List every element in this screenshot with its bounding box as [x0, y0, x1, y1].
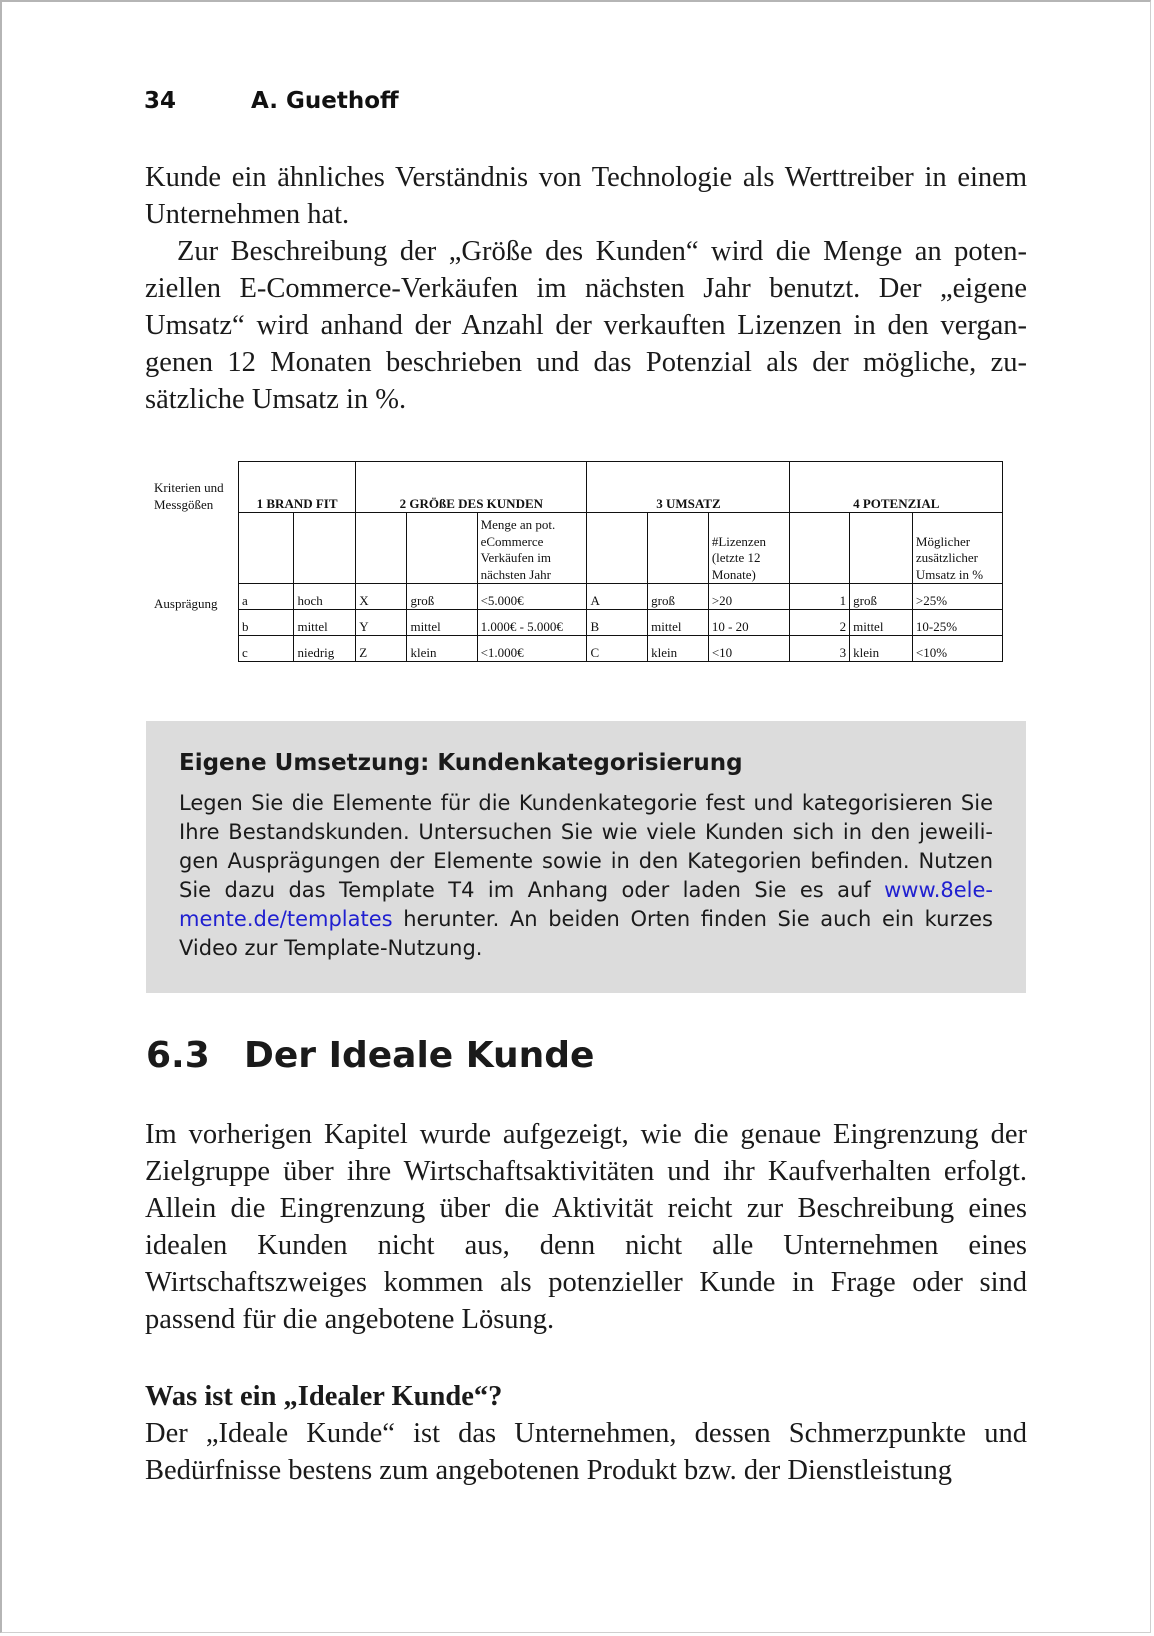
table-cell: <5.000€	[477, 584, 587, 610]
table-cell: klein	[648, 636, 709, 662]
table-subheader-row	[239, 513, 1003, 584]
table-cell: C	[587, 636, 648, 662]
intro-paragraph-2: Zur Beschreibung der „Größe des Kunden“ wird die Menge an potenziellen E-Commerce-Verkäufen im nächsten Jahr benutzt. Der „eigene Umsatz“ wird anhand der Anzahl der verkauften Lizenzen in den vergangenen 12 Monaten beschrieben und das Potenzial als der mögliche, zusätzliche Umsatz in %.	[145, 236, 1027, 415]
subheader-revenue: #Lizenzen (letzte 12 Monate)	[708, 513, 790, 584]
table-row	[239, 636, 1003, 662]
table-cell: mittel	[850, 610, 913, 636]
section-heading	[146, 1035, 594, 1076]
table-cell: <10%	[912, 636, 1002, 662]
table-cell: mittel	[648, 610, 709, 636]
table-cell: 10 - 20	[708, 610, 790, 636]
page-header	[144, 88, 399, 114]
table-cell: klein	[850, 636, 913, 662]
table-cell: <10	[708, 636, 790, 662]
table-cell: <1.000€	[477, 636, 587, 662]
table-cell: 10-25%	[912, 610, 1002, 636]
table-cell: 2	[790, 610, 850, 636]
table-cell: Z	[356, 636, 407, 662]
table-cell: X	[356, 584, 407, 610]
table-cell: mittel	[294, 610, 356, 636]
intro-text	[145, 159, 1027, 418]
table-cell: hoch	[294, 584, 356, 610]
table-cell: b	[239, 610, 294, 636]
header-customer-size: 2 GRÖßE DES KUNDEN	[356, 462, 587, 513]
exercise-box-text	[179, 789, 993, 963]
table-cell: 1.000€ - 5.000€	[477, 610, 587, 636]
table-cell: >20	[708, 584, 790, 610]
intro-paragraph-1: Kunde ein ähnliches Verständnis von Technologie als Werttreiber in einem Unternehmen hat.	[145, 162, 1027, 230]
table-cell: mittel	[407, 610, 477, 636]
last-paragraph: Der „Ideale Kunde“ ist das Unternehmen, dessen Schmerzpunkte und Bedürfnisse bestens zum angebotenen Produkt bzw. der Dienstleistung	[145, 1418, 1027, 1486]
table-cell: a	[239, 584, 294, 610]
table-cell: >25%	[912, 584, 1002, 610]
criteria-table	[238, 461, 1003, 662]
table-cell: 1	[790, 584, 850, 610]
header-revenue: 3 UMSATZ	[587, 462, 790, 513]
running-author: A. Guethoff	[251, 88, 399, 114]
section-title: Der Ideale Kunde	[244, 1035, 595, 1076]
table-cell: Y	[356, 610, 407, 636]
values-row-label: Ausprägung	[154, 596, 218, 611]
table-cell: A	[587, 584, 648, 610]
subheader-size: Menge an pot. eCommerce Verkäufen im nächsten Jahr	[477, 513, 587, 584]
table-row	[239, 584, 1003, 610]
table-cell: 3	[790, 636, 850, 662]
table-cell: groß	[407, 584, 477, 610]
header-potential: 4 POTENZIAL	[790, 462, 1003, 513]
table-header-row	[239, 462, 1003, 513]
box-text-part-2: herunter. An beiden Orten finden Sie auch ein kurzes Video zur Template-Nutzung.	[179, 907, 993, 960]
table-row	[239, 610, 1003, 636]
table-cell: B	[587, 610, 648, 636]
subheader-potential: Möglicher zusätzlicher Umsatz in %	[912, 513, 1002, 584]
subheading: Was ist ein „Idealer Kunde“?	[145, 1381, 503, 1412]
table-cell: groß	[850, 584, 913, 610]
body-text-continued	[145, 1415, 1027, 1489]
page-number: 34	[144, 88, 177, 114]
section-number: 6.3	[146, 1035, 210, 1076]
table-cell: c	[239, 636, 294, 662]
table-cell: klein	[407, 636, 477, 662]
body-paragraph: Im vorherigen Kapitel wurde aufgezeigt, wie die genaue Eingrenzung der Zielgruppe über ihre Wirtschaftsaktivitäten und ihr Kaufverhalten erfolgt. Allein die Eingrenzung über die Aktivität reicht zur Beschreibung eines idealen Kunden nicht aus, denn nicht alle Unternehmen eines Wirtschaftszweiges kommen als potenzieller Kunde in Frage oder sind passend für die angebotene Lösung.	[145, 1119, 1027, 1335]
table-cell: groß	[648, 584, 709, 610]
criteria-row-label: Kriterien und Messgößen	[154, 480, 224, 512]
body-text	[145, 1116, 1027, 1338]
box-text-part-1: Legen Sie die Elemente für die Kundenkategorie fest und kategorisieren Sie Ihre Bestandskunden. Untersuchen Sie wie viele Kunden sich in den jeweiligen Ausprägungen der Elemente sowie in den Kategorien befinden. Nutzen Sie dazu das Template T4 im Anhang oder laden Sie es auf	[179, 791, 993, 902]
header-brand-fit: 1 BRAND FIT	[239, 462, 356, 513]
templates-link[interactable]: www.8elemente.de/templates	[179, 878, 993, 931]
exercise-box	[146, 721, 1026, 993]
table-cell: niedrig	[294, 636, 356, 662]
exercise-box-title: Eigene Umsetzung: Kundenkategorisierung	[179, 750, 743, 776]
